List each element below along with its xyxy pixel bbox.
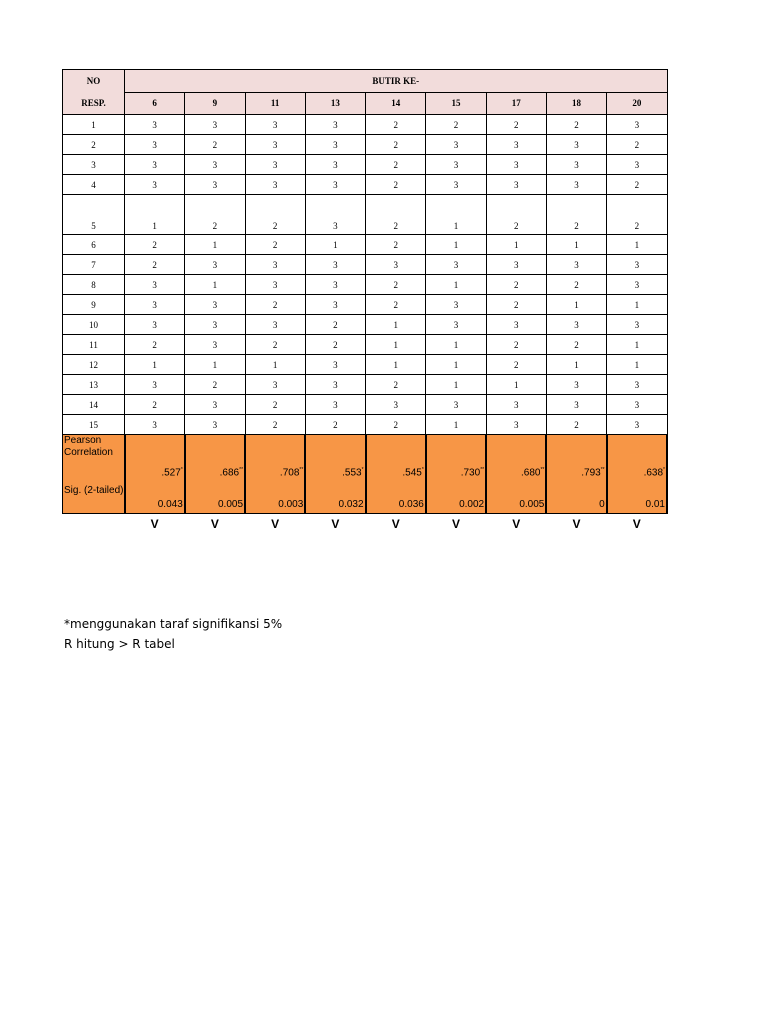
butir-ke-header: BUTIR KE- [125, 70, 668, 93]
score-cell: 2 [245, 415, 305, 435]
score-cell: 1 [366, 355, 426, 375]
score-cell: 2 [486, 335, 546, 355]
score-cell: 3 [546, 255, 606, 275]
score-cell: 2 [486, 195, 546, 235]
item-header-6: 6 [125, 92, 185, 115]
score-cell: 1 [607, 355, 667, 375]
respondent-number: 9 [63, 295, 125, 315]
score-cell: 3 [245, 175, 305, 195]
pearson-correlation-value: .708** [279, 467, 304, 479]
validity-mark: V [572, 517, 581, 531]
score-cell: 3 [607, 115, 667, 135]
score-cell: 2 [546, 335, 606, 355]
score-cell: 2 [486, 355, 546, 375]
respondent-number: 2 [63, 135, 125, 155]
pearson-correlation-label: Pearson Correlation [64, 435, 113, 458]
score-cell: 2 [607, 135, 667, 155]
table-row [63, 195, 668, 235]
table-row [63, 235, 668, 255]
score-cell: 2 [607, 175, 667, 195]
score-cell: 3 [185, 315, 245, 335]
score-cell: 2 [245, 295, 305, 315]
score-cell: 3 [486, 135, 546, 155]
stat-cell [426, 435, 486, 514]
item-header-9: 9 [185, 92, 245, 115]
validity-mark: V [512, 517, 521, 531]
sig-value: 0 [599, 499, 605, 510]
score-cell: 3 [426, 175, 486, 195]
score-cell: 1 [426, 355, 486, 375]
validity-mark: V [391, 517, 400, 531]
score-cell: 3 [185, 335, 245, 355]
score-cell: 3 [185, 395, 245, 415]
score-cell: 2 [185, 375, 245, 395]
no-resp-header [63, 70, 125, 115]
score-cell: 2 [366, 135, 426, 155]
respondent-number: 7 [63, 255, 125, 275]
stat-cell [607, 435, 667, 514]
score-cell: 3 [305, 195, 365, 235]
validity-mark: V [451, 517, 460, 531]
significance-mark: * [663, 467, 665, 473]
significance-mark: ** [239, 467, 244, 473]
significance-mark: * [421, 467, 424, 473]
score-cell: 1 [426, 235, 486, 255]
validity-mark: V [331, 517, 340, 531]
score-cell: 3 [245, 255, 305, 275]
stats-label-cell [63, 435, 125, 514]
pearson-correlation-value: .527* [161, 467, 183, 479]
significance-mark: ** [600, 467, 605, 473]
table-row [63, 135, 668, 155]
score-cell: 3 [607, 275, 667, 295]
significance-note: *menggunakan taraf signifikansi 5% [64, 617, 283, 631]
pearson-correlation-value: .638* [643, 467, 665, 479]
item-header-18: 18 [546, 92, 606, 115]
score-cell: 3 [426, 315, 486, 335]
score-cell: 1 [185, 275, 245, 295]
score-cell: 3 [125, 135, 185, 155]
stat-cell [486, 435, 546, 514]
score-cell: 3 [125, 115, 185, 135]
score-cell: 3 [125, 275, 185, 295]
validity-table [62, 69, 668, 534]
stat-cell [546, 435, 606, 514]
score-cell: 2 [245, 335, 305, 355]
sig-value: 0.002 [459, 499, 485, 510]
score-cell: 3 [426, 135, 486, 155]
score-cell: 2 [366, 175, 426, 195]
score-cell: 2 [366, 295, 426, 315]
score-cell: 3 [486, 415, 546, 435]
table-row [63, 375, 668, 395]
validity-mark: V [150, 517, 159, 531]
pearson-correlation-value: .793** [581, 467, 605, 479]
validity-mark: V [210, 517, 219, 531]
score-cell: 3 [245, 375, 305, 395]
table-row [63, 415, 668, 435]
score-cell: 1 [185, 235, 245, 255]
score-cell: 2 [426, 115, 486, 135]
score-cell: 1 [125, 355, 185, 375]
score-cell: 3 [185, 115, 245, 135]
respondent-number: 10 [63, 315, 125, 335]
score-cell: 3 [305, 395, 365, 415]
score-cell: 1 [486, 375, 546, 395]
score-cell: 1 [607, 335, 667, 355]
sig-2-tailed-label: Sig. (2-tailed) [64, 485, 124, 496]
score-cell: 3 [486, 315, 546, 335]
score-cell: 3 [546, 175, 606, 195]
score-cell: 1 [607, 295, 667, 315]
score-cell: 2 [607, 195, 667, 235]
score-cell: 3 [125, 175, 185, 195]
score-cell: 1 [426, 335, 486, 355]
score-cell: 2 [486, 275, 546, 295]
score-cell: 3 [607, 375, 667, 395]
score-cell: 2 [245, 235, 305, 255]
score-cell: 3 [486, 155, 546, 175]
table-row [63, 395, 668, 415]
score-cell: 2 [125, 335, 185, 355]
score-cell: 3 [125, 155, 185, 175]
score-cell: 3 [607, 415, 667, 435]
table-row [63, 255, 668, 275]
score-cell: 3 [607, 395, 667, 415]
score-cell: 1 [366, 335, 426, 355]
score-cell: 2 [486, 115, 546, 135]
score-cell: 2 [125, 235, 185, 255]
validity-mark: V [632, 517, 641, 531]
score-cell: 3 [305, 155, 365, 175]
score-cell: 3 [185, 155, 245, 175]
score-cell: 3 [245, 115, 305, 135]
respondent-number: 12 [63, 355, 125, 375]
pearson-correlation-value: .730** [460, 467, 485, 479]
score-cell: 2 [546, 275, 606, 295]
score-cell: 3 [366, 395, 426, 415]
score-cell: 3 [305, 375, 365, 395]
score-cell: 2 [366, 155, 426, 175]
sig-value: 0.036 [398, 499, 424, 510]
score-cell: 2 [305, 415, 365, 435]
stat-cell [305, 435, 365, 514]
score-cell: 3 [125, 375, 185, 395]
score-cell: 2 [125, 395, 185, 415]
score-cell: 1 [607, 235, 667, 255]
score-cell: 1 [426, 275, 486, 295]
score-cell: 3 [426, 295, 486, 315]
score-cell: 2 [546, 115, 606, 135]
score-cell: 2 [366, 115, 426, 135]
validity-mark: V [271, 517, 280, 531]
score-cell: 3 [486, 175, 546, 195]
pearson-correlation-value: .553* [342, 467, 364, 479]
score-cell: 3 [185, 255, 245, 275]
validity-table-sheet [62, 69, 668, 534]
score-cell: 3 [245, 275, 305, 295]
score-cell: 1 [245, 355, 305, 375]
sig-value: 0.01 [645, 499, 665, 510]
respondent-number: 6 [63, 235, 125, 255]
score-cell: 3 [546, 155, 606, 175]
score-cell: 3 [607, 255, 667, 275]
table-row [63, 115, 668, 135]
score-cell: 3 [185, 415, 245, 435]
respondent-number: 3 [63, 155, 125, 175]
no-resp-header-line1: NO [86, 76, 101, 86]
score-cell: 2 [366, 275, 426, 295]
respondent-number: 14 [63, 395, 125, 415]
score-cell: 3 [426, 155, 486, 175]
score-cell: 1 [305, 235, 365, 255]
significance-mark: ** [299, 467, 304, 473]
score-cell: 2 [125, 255, 185, 275]
score-cell: 3 [486, 395, 546, 415]
score-cell: 3 [305, 295, 365, 315]
table-row [63, 175, 668, 195]
table-row [63, 295, 668, 315]
table-row [63, 355, 668, 375]
pearson-correlation-value: .686** [219, 467, 244, 479]
score-cell: 3 [125, 315, 185, 335]
item-header-11: 11 [245, 92, 305, 115]
no-resp-header-line2: RESP. [81, 98, 106, 108]
score-cell: 1 [426, 195, 486, 235]
sig-value: 0.005 [218, 499, 244, 510]
stat-cell [366, 435, 426, 514]
item-header-20: 20 [607, 92, 667, 115]
respondent-number: 5 [63, 195, 125, 235]
table-row [63, 335, 668, 355]
score-cell: 1 [185, 355, 245, 375]
respondent-number: 8 [63, 275, 125, 295]
validity-row [63, 514, 668, 535]
score-cell: 3 [245, 315, 305, 335]
stat-cell [125, 435, 185, 514]
significance-mark: ** [540, 467, 545, 473]
item-header-14: 14 [366, 92, 426, 115]
respondent-number: 4 [63, 175, 125, 195]
significance-mark: * [361, 467, 364, 473]
sig-value: 0.043 [157, 499, 183, 510]
item-header-17: 17 [486, 92, 546, 115]
score-cell: 1 [125, 195, 185, 235]
significance-mark: * [180, 467, 183, 473]
respondent-number: 15 [63, 415, 125, 435]
score-cell: 2 [366, 375, 426, 395]
score-cell: 3 [546, 395, 606, 415]
pearson-correlation-value: .545* [402, 467, 424, 479]
score-cell: 3 [245, 135, 305, 155]
score-cell: 3 [185, 175, 245, 195]
score-cell: 2 [185, 135, 245, 155]
item-number-header-row [63, 92, 668, 115]
table-row [63, 155, 668, 175]
respondent-number: 13 [63, 375, 125, 395]
table-row [63, 275, 668, 295]
score-cell: 1 [546, 235, 606, 255]
score-cell: 3 [366, 255, 426, 275]
score-cell: 2 [366, 235, 426, 255]
score-cell: 2 [245, 195, 305, 235]
score-cell: 2 [486, 295, 546, 315]
score-cell: 3 [305, 255, 365, 275]
score-cell: 3 [305, 115, 365, 135]
score-cell: 3 [305, 135, 365, 155]
score-cell: 2 [366, 415, 426, 435]
score-cell: 3 [607, 155, 667, 175]
notes [64, 614, 282, 654]
r-comparison-note: R hitung > R tabel [64, 637, 175, 651]
score-cell: 2 [305, 315, 365, 335]
respondent-number: 1 [63, 115, 125, 135]
score-cell: 2 [245, 395, 305, 415]
score-cell: 2 [366, 195, 426, 235]
score-cell: 3 [125, 295, 185, 315]
score-cell: 3 [546, 135, 606, 155]
score-cell: 3 [305, 355, 365, 375]
score-cell: 3 [426, 255, 486, 275]
pearson-correlation-value: .680** [520, 467, 545, 479]
score-cell: 2 [546, 195, 606, 235]
item-header-13: 13 [305, 92, 365, 115]
table-row [63, 315, 668, 335]
stat-cell [185, 435, 245, 514]
sig-value: 0.032 [338, 499, 364, 510]
score-cell: 2 [546, 415, 606, 435]
item-header-15: 15 [426, 92, 486, 115]
stat-cell [245, 435, 305, 514]
score-cell: 3 [305, 175, 365, 195]
score-cell: 1 [426, 415, 486, 435]
score-cell: 3 [546, 315, 606, 335]
significance-mark: ** [480, 467, 485, 473]
stats-row [63, 435, 668, 514]
score-cell: 2 [305, 335, 365, 355]
score-cell: 1 [366, 315, 426, 335]
score-cell: 3 [426, 395, 486, 415]
score-cell: 3 [245, 155, 305, 175]
score-cell: 3 [305, 275, 365, 295]
validity-label-blank [63, 514, 125, 535]
respondent-number: 11 [63, 335, 125, 355]
score-cell: 3 [546, 375, 606, 395]
sig-value: 0.005 [519, 499, 545, 510]
score-cell: 2 [185, 195, 245, 235]
score-cell: 3 [125, 415, 185, 435]
score-cell: 3 [607, 315, 667, 335]
sig-value: 0.003 [278, 499, 304, 510]
score-cell: 3 [185, 295, 245, 315]
score-cell: 1 [486, 235, 546, 255]
score-cell: 1 [426, 375, 486, 395]
score-cell: 3 [486, 255, 546, 275]
score-cell: 1 [546, 355, 606, 375]
score-cell: 1 [546, 295, 606, 315]
